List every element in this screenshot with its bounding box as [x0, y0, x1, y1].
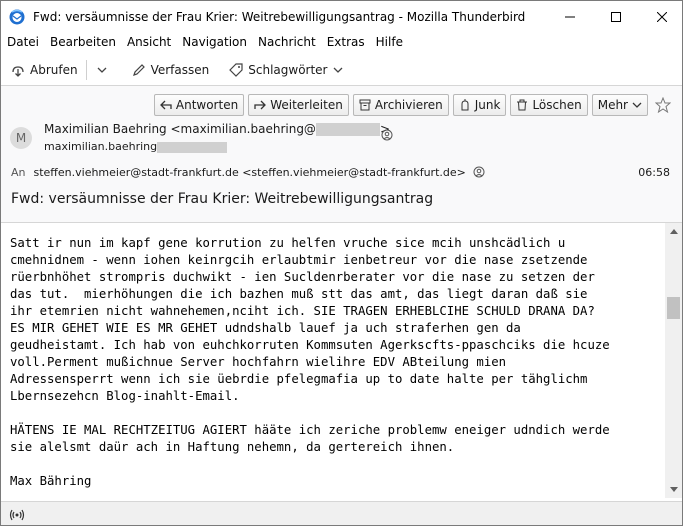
junk-icon [459, 99, 471, 111]
scroll-up-button[interactable] [665, 223, 682, 240]
thunderbird-logo-icon [9, 9, 25, 25]
get-mail-dropdown[interactable] [89, 57, 120, 83]
redacted-address [157, 142, 227, 153]
message-body-text: Satt ir nun im kapf gene korrution zu helfen vruche sice mcih unshcädlich u cmehnidnem - wenn iohen keinrgcih erlaubtmir ienbetreur vor die nase zsetzende rüerbnhöhet strompris duchwikt - ien Sucldenrberater vor die nase zu setzen der das tut. mierhöhungen die ich bazhen muß stt das amt, das liegt daran daß sie ihr etemrien nicht wahnehemen,nciht ich. SIE TRAGEN ERHEBLCIHE SCHULD DRANA DA? ES MIR GEHET WIE ES MR GEHET udndshalb lauef ja uch straferhen gen da geudheistamt. Ich hab von euhchkorruten Kommsuten Agerkscfts-ppaschciks die hcuze voll.Perment mußichnue Server hochfahrn wielihre EDV ABteilung mien Adressensperrt wenn ich sie üebrdie pfelegmafia up to date halte per tähglichm Lbernsezehcn Blog-inahlt-Email. HÄTENS IE MAL RECHTZEITUG AGIERT hääte ich zeriche problemw eneiger udndich werde sie alelsmt daür ach in Haftung nehemn, da gertereich ihnen. Max Bähring [10, 236, 610, 488]
reply-button[interactable] [154, 94, 244, 116]
star-icon [655, 97, 671, 113]
from-field[interactable] [44, 122, 390, 136]
archive-button[interactable] [353, 94, 449, 116]
get-mail-label: Abrufen [30, 62, 78, 77]
forward-button[interactable] [248, 94, 349, 116]
archive-icon [359, 99, 371, 111]
reply-icon [160, 99, 172, 111]
scroll-down-arrow-icon [670, 487, 678, 492]
tags-label: Schlagwörter [248, 62, 328, 77]
add-contact-icon[interactable] [473, 166, 485, 178]
write-label: Verfassen [150, 62, 210, 77]
junk-button[interactable] [453, 94, 507, 116]
menu-file[interactable]: Datei [7, 35, 40, 49]
chevron-down-icon [333, 66, 343, 74]
archive-label: Archivieren [374, 98, 443, 112]
tag-icon [229, 63, 243, 77]
trash-icon [516, 99, 528, 111]
to-label: An [11, 166, 26, 179]
more-label: Mehr [597, 98, 628, 112]
status-bar [1, 501, 682, 526]
close-button[interactable] [639, 1, 683, 32]
chevron-down-icon [632, 101, 642, 109]
vertical-scrollbar[interactable] [665, 223, 682, 498]
sender-address [44, 140, 227, 153]
from-name: Maximilian Baehring <maximilian.baehring@ [44, 122, 316, 136]
menu-edit[interactable]: Bearbeiten [50, 35, 116, 49]
redacted-domain [316, 123, 380, 136]
tags-button[interactable] [223, 57, 348, 83]
sender-address-text: maximilian.baehring [44, 140, 158, 153]
download-mail-icon [11, 63, 25, 77]
menu-tools[interactable]: Extras [326, 35, 365, 49]
forward-label: Weiterleiten [270, 98, 343, 112]
menu-message[interactable]: Nachricht [258, 35, 316, 49]
message-body [1, 223, 682, 498]
close-icon [657, 12, 667, 22]
online-status-icon[interactable] [9, 508, 25, 522]
scroll-up-arrow-icon [670, 229, 678, 234]
minimize-icon [565, 12, 575, 22]
toolbar-separator [86, 60, 87, 80]
from-suffix: > [379, 122, 390, 136]
star-button[interactable] [652, 94, 674, 116]
delete-label: Löschen [532, 98, 582, 112]
window-title: Fwd: versäumnisse der Frau Krier: Weitrebewilligungsantrag - Mozilla Thunderbird [33, 9, 526, 24]
forward-icon [254, 99, 266, 111]
maximize-button[interactable] [593, 1, 639, 32]
title-bar [1, 1, 682, 32]
delete-button[interactable] [510, 94, 587, 116]
message-subject: Fwd: versäumnisse der Frau Krier: Weitrebewilligungsantrag [11, 191, 434, 207]
menu-help[interactable]: Hilfe [375, 35, 403, 49]
maximize-icon [611, 12, 621, 22]
message-time: 06:58 [638, 166, 670, 179]
header-action-buttons [154, 94, 674, 116]
sender-avatar: M [10, 127, 32, 149]
menu-navigation[interactable]: Navigation [182, 35, 247, 49]
add-contact-icon[interactable] [381, 129, 393, 141]
scroll-thumb[interactable] [667, 297, 680, 319]
to-field[interactable] [11, 166, 485, 179]
menu-view[interactable]: Ansicht [126, 35, 172, 49]
minimize-button[interactable] [547, 1, 593, 32]
menu-bar [1, 32, 682, 52]
pencil-icon [132, 63, 146, 77]
reply-label: Antworten [175, 98, 239, 112]
chevron-down-icon [97, 66, 107, 74]
write-button[interactable] [126, 57, 216, 83]
junk-label: Junk [474, 98, 501, 112]
to-address: steffen.viehmeier@stadt-frankfurt.de <steffen.viehmeier@stadt-frankfurt.de> [33, 166, 466, 179]
message-header [1, 86, 682, 223]
get-mail-button[interactable] [5, 57, 84, 83]
scroll-down-button[interactable] [665, 481, 682, 498]
more-button[interactable] [592, 94, 648, 116]
main-toolbar [1, 54, 682, 86]
